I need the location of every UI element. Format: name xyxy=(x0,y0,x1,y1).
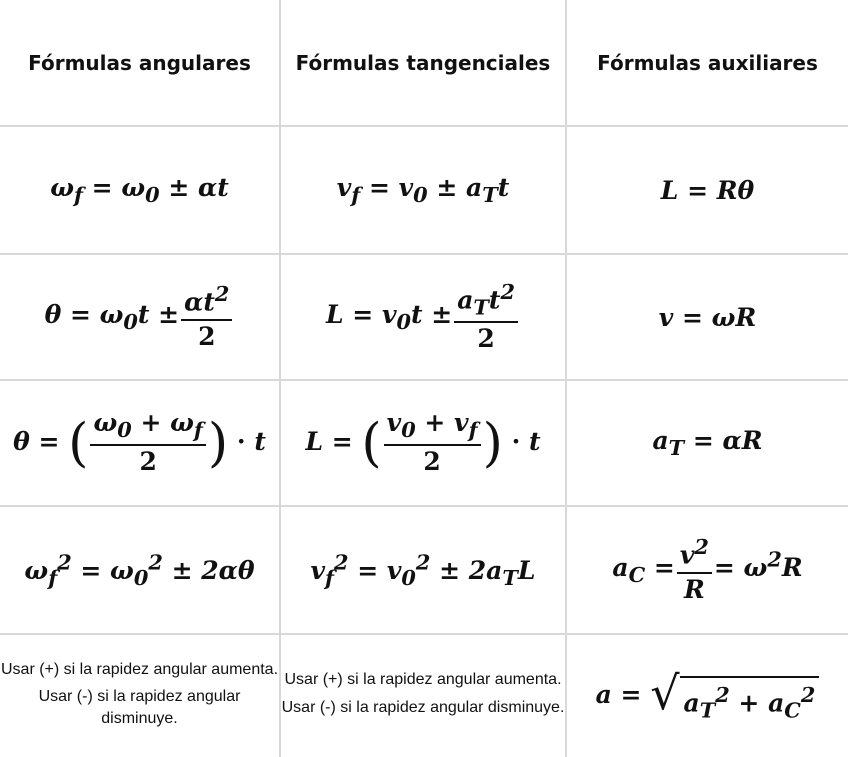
note-decrease: Usar (-) si la rapidez angular disminuye. xyxy=(38,688,241,727)
formula-angular-squared xyxy=(0,506,280,634)
formula-row-2 xyxy=(0,254,848,380)
header-tangential xyxy=(280,0,566,126)
equation: $\omega_f^2 = \omega_0^2 \pm 2\alpha\theta$ xyxy=(24,549,255,591)
formula-centripetal-acceleration xyxy=(566,506,848,634)
formula-angular-displacement xyxy=(0,254,280,380)
header-row xyxy=(0,0,848,126)
header-angular-label: Fórmulas angulares xyxy=(28,50,251,75)
formula-row-1 xyxy=(0,126,848,254)
equation: $v_f = v_0 \pm a_Tt$ xyxy=(336,173,510,207)
formula-tangential-acceleration xyxy=(566,380,848,506)
equation: $a_C$ = $\frac{v^2}{R}$ = $\omega^2R$ xyxy=(612,534,803,605)
header-auxiliary xyxy=(566,0,848,126)
note-increase: Usar (+) si la rapidez angular aumenta. xyxy=(284,671,562,689)
note-decrease: Usar (-) si la rapidez angular disminuye. xyxy=(281,699,565,716)
equation: θ = ( $\frac{\omega_0 + \omega_f}{2}$ ) · t xyxy=(13,408,266,477)
equation: v = ωR xyxy=(658,302,757,332)
formula-total-acceleration xyxy=(566,634,848,757)
equation: $\theta = \omega_0t$ ± $\frac{\alpha t^2}{2}$ xyxy=(45,300,235,329)
header-auxiliary-label: Fórmulas auxiliares xyxy=(597,50,818,75)
note-increase: Usar (+) si la rapidez angular aumenta. xyxy=(0,660,279,678)
notes-tangential xyxy=(280,634,566,757)
notes-row xyxy=(0,634,848,757)
equation: $a_T = \alpha R$ xyxy=(652,426,763,460)
formula-row-3 xyxy=(0,380,848,506)
formula-tangential-squared xyxy=(280,506,566,634)
formula-arc-length xyxy=(566,126,848,254)
equation: L = ( $\frac{v_0 + v_f}{2}$ ) · t xyxy=(305,408,541,477)
formula-angular-average xyxy=(0,380,280,506)
equation: $v_f^2 = v_0^2 \pm 2a_TL$ xyxy=(310,549,536,591)
formula-tangential-displacement xyxy=(280,254,566,380)
notes-angular xyxy=(0,634,280,757)
formula-angular-velocity xyxy=(0,126,280,254)
equation: $L = v_0t$ ± $\frac{a_Tt^2}{2}$ xyxy=(326,300,520,329)
formula-row-4 xyxy=(0,506,848,634)
header-angular xyxy=(0,0,280,126)
formula-tangential-velocity xyxy=(280,126,566,254)
equation: a = √ $a_T^2 + a_C^2$ xyxy=(596,680,820,709)
equation: L = Rθ xyxy=(660,175,755,205)
equation: $\omega_f = \omega_0 \pm \alpha t$ xyxy=(50,173,229,207)
formula-tangential-average xyxy=(280,380,566,506)
formula-linear-velocity xyxy=(566,254,848,380)
header-tangential-label: Fórmulas tangenciales xyxy=(295,50,551,75)
